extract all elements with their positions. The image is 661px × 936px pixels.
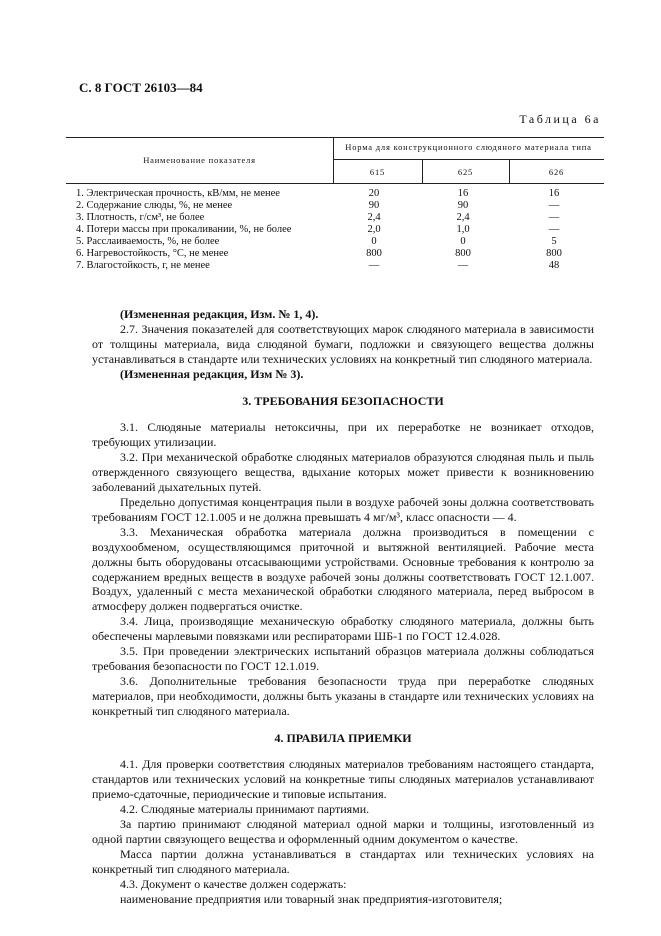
paragraph: 3.5. При проведении электрических испытаний образцов материала должны соблюдаться требования безопасности по ГОСТ 12.1.019. bbox=[92, 644, 594, 673]
paragraph: 4.3. Документ о качестве должен содержать: bbox=[120, 876, 347, 891]
table-subhead-rule bbox=[333, 159, 604, 160]
row-label: 7. Влагостойкость, г, не менее bbox=[76, 260, 210, 271]
row-value: 0 bbox=[371, 236, 377, 247]
row-value: — bbox=[368, 260, 380, 271]
row-value: 800 bbox=[546, 248, 562, 259]
row-value: 800 bbox=[366, 248, 382, 259]
column-header-type: 626 bbox=[548, 167, 565, 177]
row-value: 48 bbox=[548, 260, 560, 271]
table-top-rule bbox=[66, 137, 604, 138]
row-value: 0 bbox=[460, 236, 466, 247]
paragraph: 4.1. Для проверки соответствия слюдяных материалов требованиям настоящего стандарта, стандартов или технических условий на конкретные типы слюдяных материалов устанавливают приемо-сдаточные, периодические и типовые испытания. bbox=[92, 757, 594, 802]
amendment-note: (Измененная редакция, Изм. № 1, 4). bbox=[120, 307, 319, 321]
column-header-type: 625 bbox=[457, 167, 474, 177]
paragraph: 4.2. Слюдяные материалы принимают партиями. bbox=[120, 802, 370, 817]
row-value: 20 bbox=[368, 188, 380, 199]
paragraph: 3.6. Дополнительные требования безопасности труда при переработке слюдяных материалов, при необходимости, должны быть указаны в стандарте или технических условиях на конкретный тип слюдяного материала. bbox=[92, 673, 594, 718]
row-value: 90 bbox=[368, 200, 380, 211]
section-heading: 4. ПРАВИЛА ПРИЕМКИ bbox=[274, 730, 412, 745]
row-value: 2,4 bbox=[456, 212, 470, 223]
amendment-note: (Измененная редакция, Изм № 3). bbox=[120, 366, 304, 381]
body-text bbox=[92, 307, 594, 907]
paragraph: наименование предприятия или товарный знак предприятия-изготовителя; bbox=[120, 891, 503, 906]
column-header-norm: Норма для конструкционного слюдяного материала типа bbox=[345, 142, 592, 152]
paragraph: Предельно допустимая концентрация пыли в воздухе рабочей зоны должна соответствовать требованиям ГОСТ 12.1.005 и не должна превышать 4 мг/м³, класс опасности — 4. bbox=[92, 494, 594, 524]
row-value: 16 bbox=[548, 188, 560, 199]
paragraph: 3.4. Лица, производящие механическую обработку слюдяного материала, должны быть обеспечены марлевыми повязками или респираторами ШБ-1 по ГОСТ 12.4.028. bbox=[92, 614, 594, 644]
row-value: 90 bbox=[457, 200, 469, 211]
section-heading: 3. ТРЕБОВАНИЯ БЕЗОПАСНОСТИ bbox=[242, 393, 444, 408]
row-value: — bbox=[548, 224, 560, 235]
paragraph: 2.7. Значения показателей для соответствующих марок слюдяного материала в зависимости от толщины материала, вида слюдяной бумаги, подложки и связующего вещества должны устанавливаться в стандарте или технических условиях на конкретный тип слюдяного материала. bbox=[92, 321, 594, 366]
paragraph: 3.2. При механической обработке слюдяных материалов образуются слюдяная пыль и пыль отвержденного связующего вещества, вдыхание которых может привести к возникновению заболеваний дыхательных путей. bbox=[92, 450, 594, 495]
row-value: 2,4 bbox=[367, 212, 381, 223]
row-value: — bbox=[548, 212, 560, 223]
row-label: 3. Плотность, г/см³, не более bbox=[76, 212, 205, 223]
row-value: 1,0 bbox=[456, 224, 470, 235]
page-header: С. 8 ГОСТ 26103—84 bbox=[79, 80, 203, 95]
paragraph: Масса партии должна устанавливаться в стандартах или технических условиях на конкретный тип слюдяного материала. bbox=[92, 846, 594, 876]
paragraph: За партию принимают слюдяной материал одной марки и толщины, изготовленный из одной партии связующего вещества и оформленный одним документом о качестве. bbox=[92, 817, 594, 846]
table-caption: Таблица 6а bbox=[519, 112, 601, 126]
paragraph: 3.3. Механическая обработка материала должна производиться в помещении с воздухообменом, осуществляющимся приточной и вытяжной вентиляцией. Рабочие места должны быть оборудованы отсасывающими устройствами. Основные требования к контролю за содержанием вредных веществ в воздухе рабочей зоны должны соответствовать ГОСТ 12.1.007. Воздух, удаленный с места механической обработки слюдяного материала, перед выбросом в атмосферу должен подвергаться очистке. bbox=[92, 524, 594, 614]
row-value: 2,0 bbox=[367, 224, 381, 235]
row-label: 4. Потери массы при прокаливании, %, не более bbox=[76, 224, 292, 235]
column-header-type: 615 bbox=[369, 167, 386, 177]
row-value: 16 bbox=[457, 188, 469, 199]
row-value: 800 bbox=[455, 248, 471, 259]
row-value: — bbox=[548, 200, 560, 211]
row-label: 1. Электрическая прочность, кВ/мм, не менее bbox=[76, 188, 280, 199]
row-label: 5. Расслаиваемость, %, не более bbox=[76, 236, 220, 247]
row-label: 6. Нагревостойкость, °С, не менее bbox=[76, 248, 229, 259]
column-header-indicator: Наименование показателя bbox=[143, 155, 256, 165]
row-label: 2. Содержание слюды, %, не менее bbox=[76, 200, 233, 211]
row-value: — bbox=[457, 260, 469, 271]
table-head-rule bbox=[66, 183, 604, 184]
paragraph: 3.1. Слюдяные материалы нетоксичны, при их переработке не возникает отходов, требующих утилизации. bbox=[92, 420, 594, 450]
row-value: 5 bbox=[551, 236, 557, 247]
